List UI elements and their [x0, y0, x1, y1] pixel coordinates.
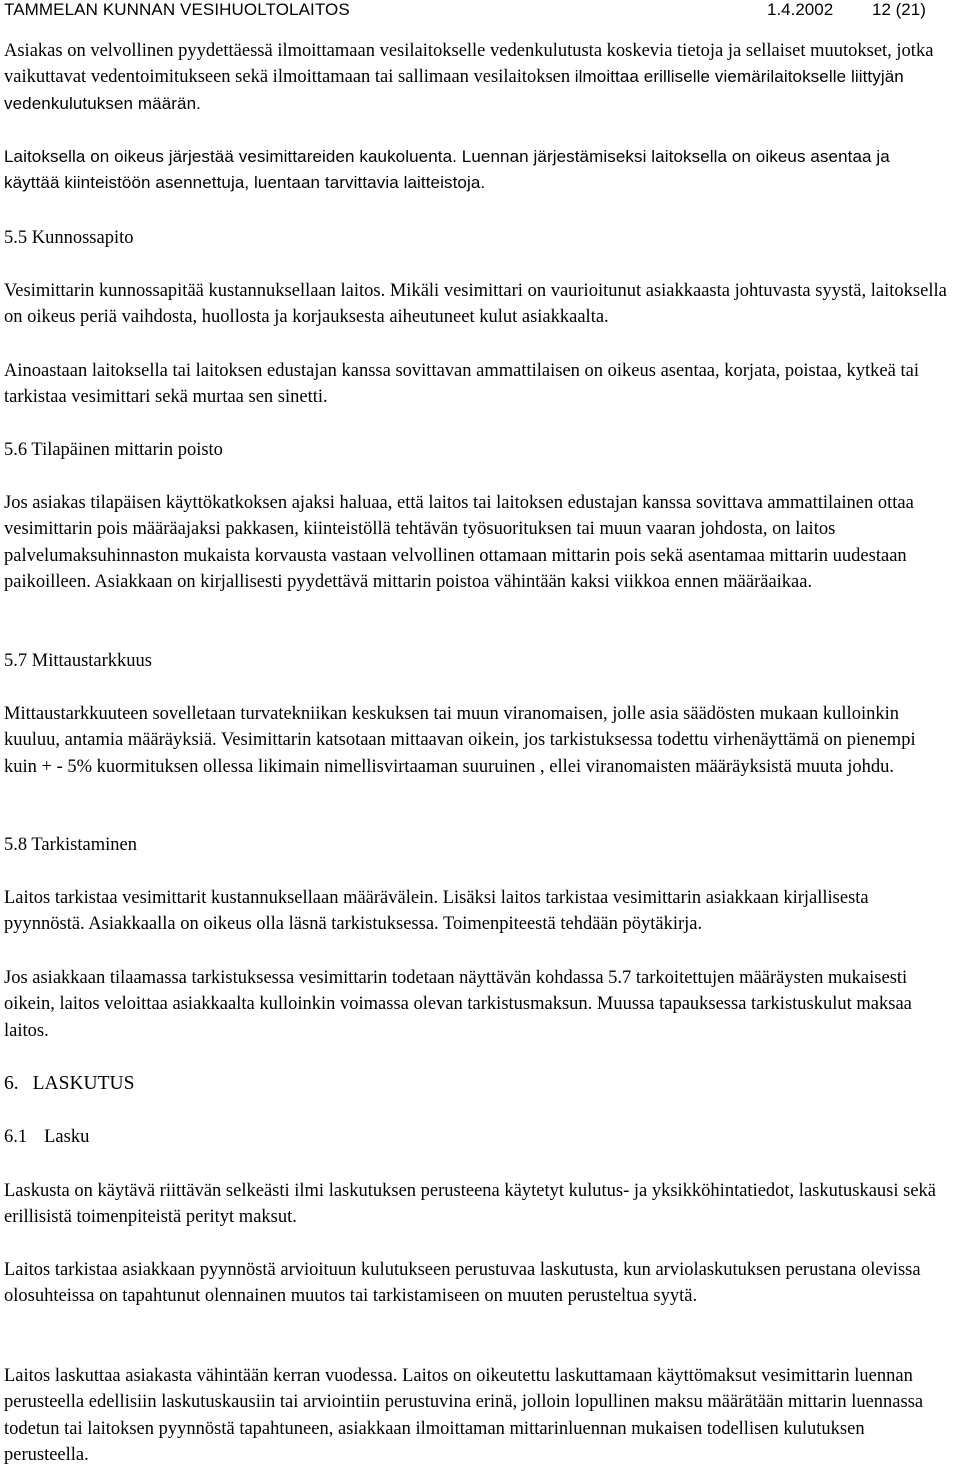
- page-header: [4, 0, 954, 24]
- document-date: 1.4.2002: [767, 0, 834, 19]
- paragraph-measurement-accuracy: Mittaustarkkuuteen sovelletaan turvatekniikan keskuksen tai muun viranomaisen, jolle asia säädösten mukaan kulloinkin kuuluu, antamia määräyksiä. Vesimittarin katsotaan mittaavan oikein, jos tarkistuksessa todettu virhenäyttämä on pienempi kuin + - 5% kuormituksen ollessa likimain nimellisvirtaaman suuruinen , ellei viranomaisten määräyksistä muuta johdu.: [4, 704, 916, 777]
- organization-name: TAMMELAN KUNNAN VESIHUOLTOLAITOS: [4, 0, 350, 19]
- paragraph-text: Laitoksella on oikeus järjestää vesimittareiden kaukoluenta.: [4, 147, 457, 166]
- paragraph-temporary-removal: Jos asiakas tilapäisen käyttökatkoksen ajaksi haluaa, että laitos tai laitoksen edustajan kanssa sovittava ammattilainen ottaa vesimittarin pois määräajaksi pakkasen, kiinteistöllä tehtävän työsuorituksen tai muun vaaran johdosta, on laitos palvelumaksuhinnaston mukaista korvausta vastaan velvollinen ottamaan mittarin pois sekä asentamaa mittarin uudestaan paikoilleen. Asiakkaan on kirjallisesti pyydettävä mittarin poistoa vähintään kaksi viikkoa ennen määräaikaa.: [4, 493, 914, 592]
- section-heading-6: [4, 1071, 134, 1097]
- paragraph-invoice-content: Laskusta on käytävä riittävän selkeästi ilmi laskutuksen perusteena käytetyt kulutus- ja yksikköhintatiedot, laskutuskausi sekä erillisistä toimenpiteistä perityt maksut.: [4, 1181, 936, 1228]
- paragraph-text: ilmoittaa erilliselle viemärilaitokselle liittyjän vedenkulutuksen määrän.: [4, 67, 904, 113]
- paragraph-text: Luennan järjestämiseksi laitoksella on oikeus asentaa ja käyttää kiinteistöön asennettuja, luentaan tarvittavia laitteistoja.: [4, 147, 890, 193]
- section-number: 6.1: [4, 1127, 28, 1147]
- paragraph-remote-reading: [4, 144, 950, 197]
- section-heading-5-6: 5.6 Tilapäinen mittarin poisto: [4, 440, 223, 460]
- page-number: 12 (21): [872, 0, 926, 19]
- section-title: LASKUTUS: [32, 1073, 135, 1094]
- section-heading-5-5: 5.5 Kunnossapito: [4, 228, 134, 248]
- paragraph-maintenance: Vesimittarin kunnossapitää kustannuksellaan laitos. Mikäli vesimittari on vaurioitunut asiakkaasta johtuvasta syystä, laitoksella on oikeus periä vaihdosta, huollosta ja korjauksesta aiheutuneet kulut asiakkaalta.: [4, 281, 947, 328]
- paragraph-inspection-fee: Jos asiakkaan tilaamassa tarkistuksessa vesimittarin todetaan näyttävän kohdassa 5.7 tarkoitettujen määräysten mukaisesti oikein, laitos veloittaa asiakkaalta kulloinkin voimassa olevan tarkistusmaksun. Muussa tapauksessa tarkistuskulut maksaa laitos.: [4, 968, 912, 1041]
- paragraph-estimated-billing: Laitos tarkistaa asiakkaan pyynnöstä arvioituun kulutukseen perustuvaa laskutusta, kun arviolaskutuksen perustana olevissa olosuhteissa on tapahtunut olennainen muutos tai tarkistamiseen on muuten perusteltua syytä.: [4, 1260, 921, 1307]
- paragraph-billing-frequency: Laitos laskuttaa asiakasta vähintään kerran vuodessa. Laitos on oikeutettu laskuttamaan käyttömaksut vesimittarin luennan perusteella edellisiin laskutuskausiin tai arviointiin perustuvina erinä, jolloin lopullinen maksu määrätään mittarin luennassa todetun tai laitoksen pyynnöstä tapahtuneen, asiakkaan ilmoittaman mittarinluennan mukaisen todellisen kulutuksen perusteella.: [4, 1366, 924, 1465]
- paragraph-customer-obligation: [4, 38, 950, 117]
- document-page: [4, 0, 954, 1468]
- paragraph-text: Asiakas on velvollinen pyydettäessä ilmoittamaan vesilaitokselle vedenkulutusta koskevia tietoja ja sellaiset muutokset, jotka vaikuttavat vedentoimitukseen sekä ilmoittamaan tai sallimaan vesilaitoksen: [4, 41, 934, 88]
- section-heading-5-7: 5.7 Mittaustarkkuus: [4, 651, 152, 671]
- section-heading-6-1: [4, 1124, 89, 1150]
- paragraph-authorized-handling: Ainoastaan laitoksella tai laitoksen edustajan kanssa sovittavan ammattilaisen on oikeus asentaa, korjata, poistaa, kytkeä tai tarkistaa vesimittari sekä murtaa sen sinetti.: [4, 361, 919, 408]
- paragraph-inspection: Laitos tarkistaa vesimittarit kustannuksellaan määrävälein. Lisäksi laitos tarkistaa vesimittarin asiakkaan kirjallisesta pyynnöstä. Asiakkaalla on oikeus olla läsnä tarkistuksessa. Toimenpiteestä tehdään pöytäkirja.: [4, 888, 869, 935]
- section-number: 6.: [4, 1073, 19, 1094]
- section-heading-5-8: 5.8 Tarkistaminen: [4, 835, 137, 855]
- section-title: Lasku: [44, 1127, 90, 1147]
